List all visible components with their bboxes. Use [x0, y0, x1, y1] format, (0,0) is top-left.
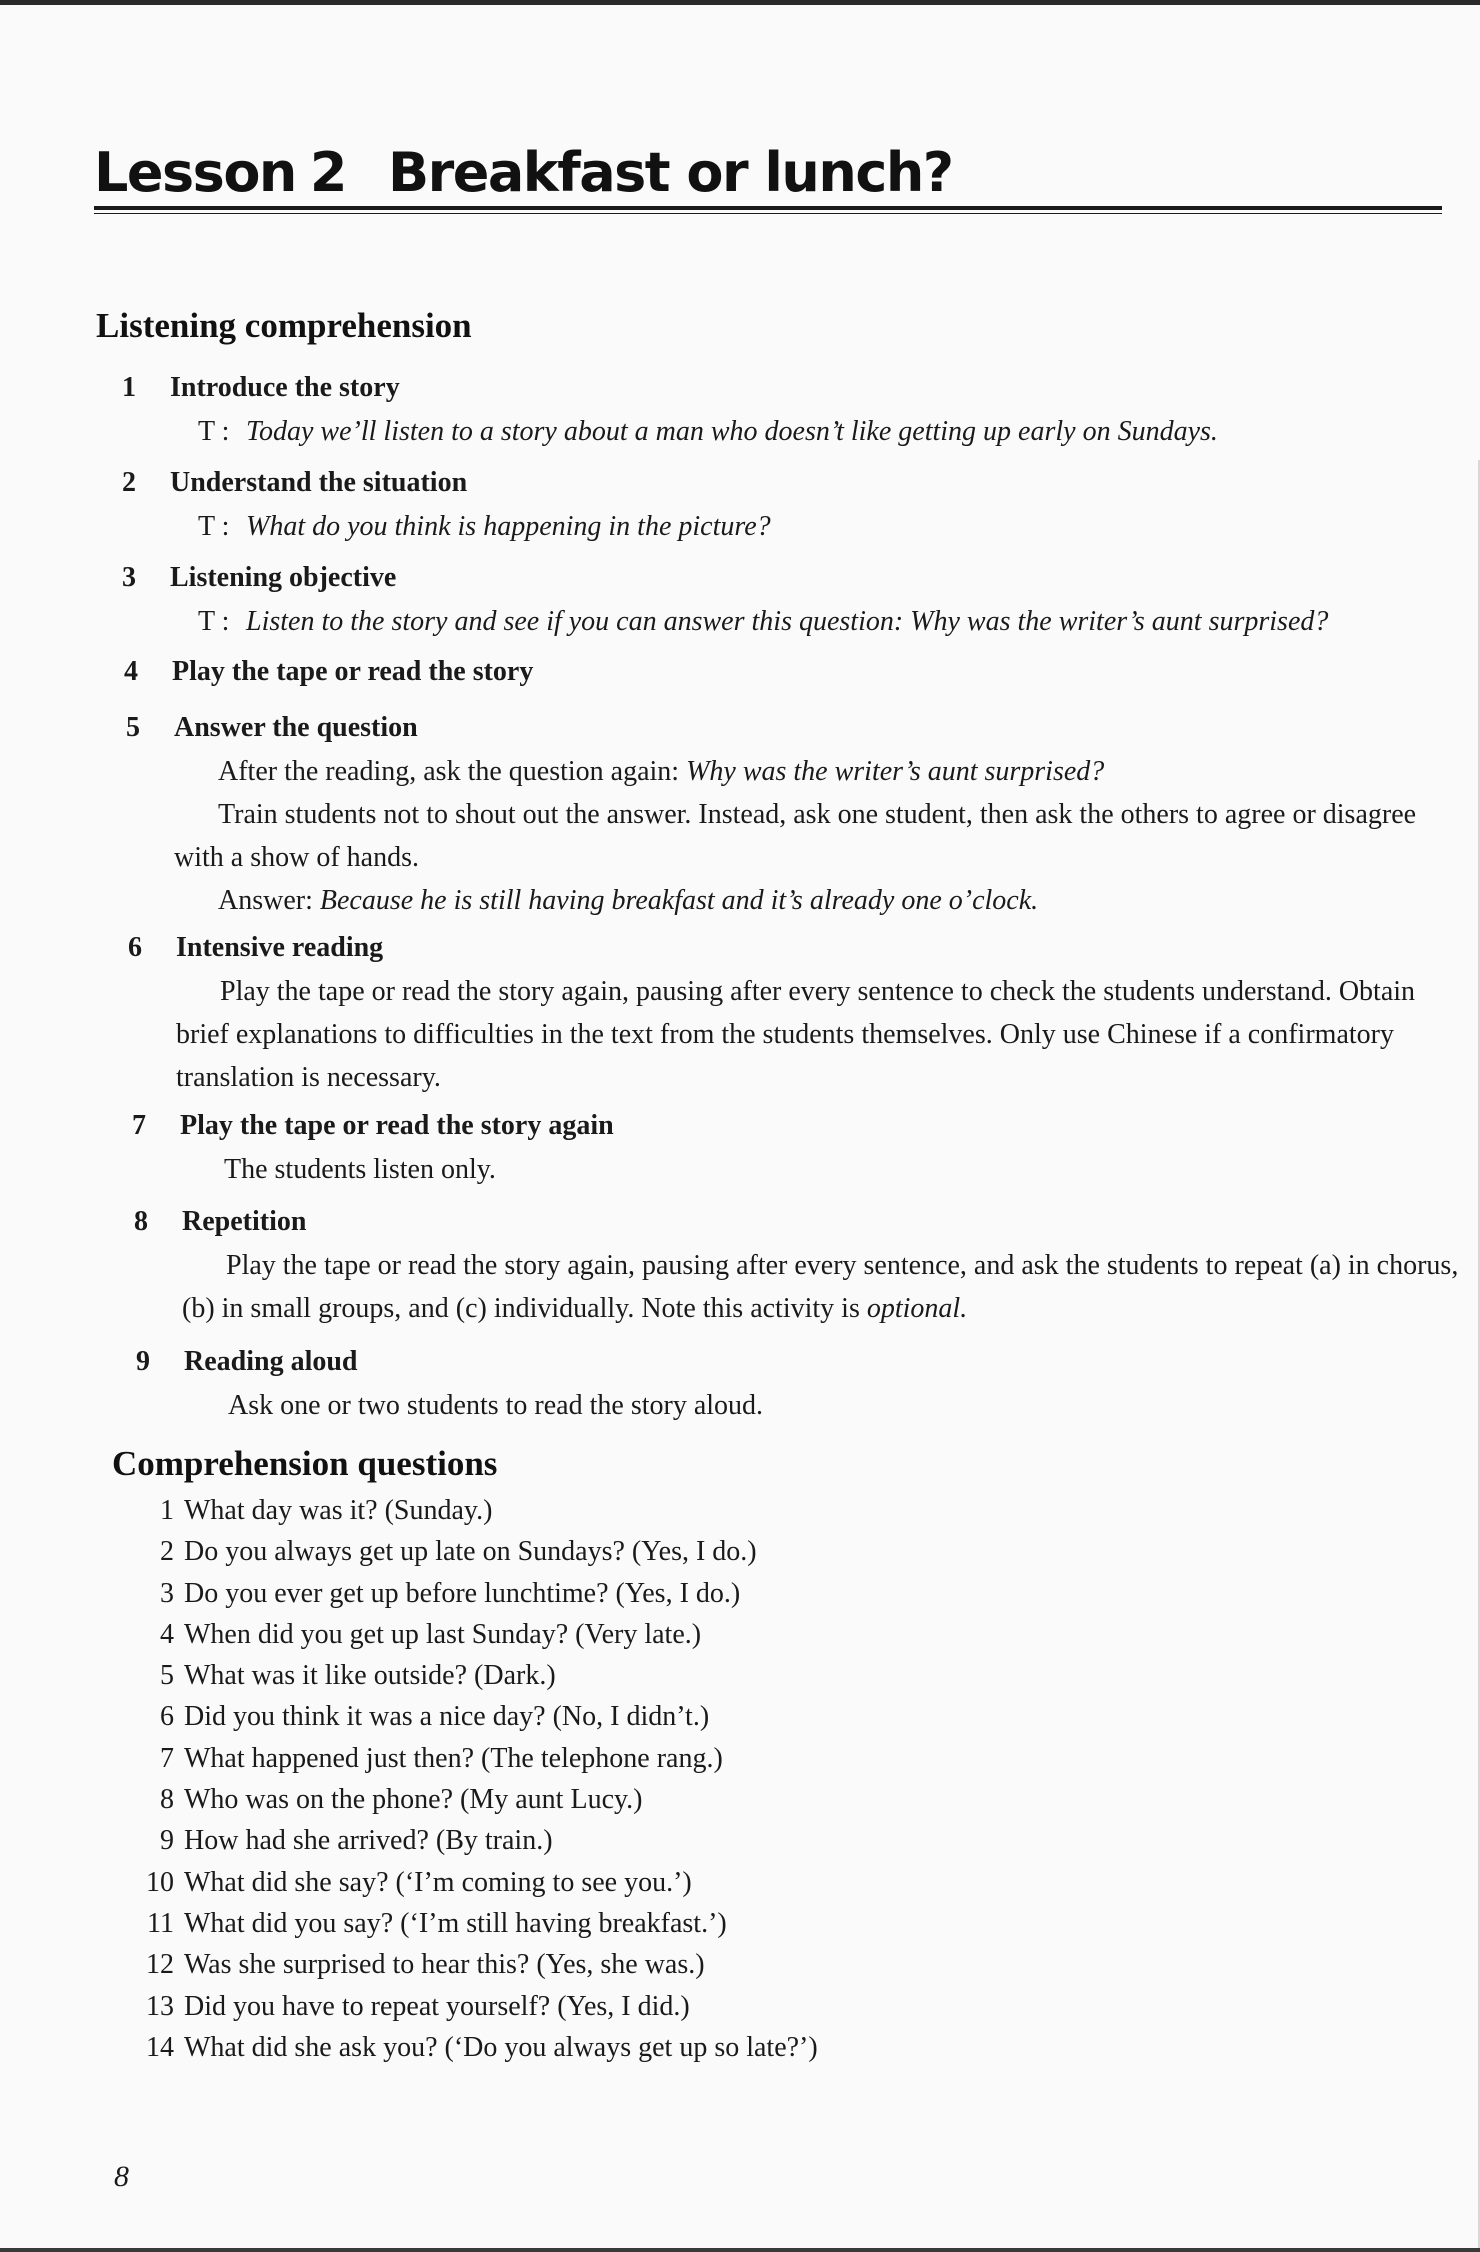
question-number: 13 [146, 1990, 174, 2022]
question-number: 10 [146, 1866, 174, 1898]
question-text: What day was it? (Sunday.) [184, 1495, 493, 1526]
teacher-marker: T : [198, 416, 230, 447]
question-text: Did you think it was a nice day? (No, I didn’t.) [184, 1701, 710, 1733]
step-text: Play the tape or read the story again, pausing after every sentence, and ask the students to repeat (a) in chorus, (b) in small groups, and (c) individually. Note this activity is [182, 1250, 1459, 1324]
step-answer-question [126, 706, 1454, 922]
step-number: 4 [124, 656, 138, 687]
step-number: 6 [128, 932, 142, 963]
lesson-number: 2 [309, 141, 346, 204]
step-intensive-reading [128, 926, 1458, 1099]
teacher-line [122, 410, 1422, 453]
question-text: Was she surprised to hear this? (Yes, she was.) [184, 1949, 705, 1981]
question-number: 7 [160, 1742, 174, 1774]
question-item [126, 1944, 1326, 1985]
step-title: Understand the situation [170, 467, 468, 498]
question-item [126, 1862, 1326, 1903]
question-text: Who was on the phone? (My aunt Lucy.) [184, 1784, 643, 1816]
step-heading [122, 556, 1462, 600]
step-play-again [132, 1104, 1432, 1191]
answer-text: Because he is still having breakfast and it’s already one o’clock. [319, 885, 1039, 916]
step-emphasis: optional. [866, 1293, 968, 1324]
step-paragraph [134, 1244, 1464, 1330]
question-number: 2 [160, 1536, 174, 1568]
step-text: Train students not to shout out the answer. Instead, ask one student, then ask the others to agree or disagree with a show of hands. [174, 799, 1417, 873]
question-number: 12 [146, 1949, 174, 1981]
teacher-marker: T : [198, 606, 230, 637]
step-number: 7 [132, 1110, 146, 1141]
step-introduce-story [122, 366, 1422, 453]
step-title: Reading aloud [184, 1346, 358, 1377]
step-number: 2 [122, 467, 136, 498]
step-title: Intensive reading [176, 932, 384, 963]
question-text: What happened just then? (The telephone rang.) [184, 1742, 723, 1774]
question-item [126, 1531, 1326, 1572]
step-paragraph [126, 750, 1454, 793]
step-number: 3 [122, 562, 136, 593]
step-reading-aloud [136, 1340, 1436, 1427]
question-text: What was it like outside? (Dark.) [184, 1660, 556, 1692]
teacher-quote: Today we’ll listen to a story about a man who doesn’t like getting up early on Sundays. [246, 416, 1218, 447]
teacher-line [122, 600, 1462, 643]
title-rule-thick [94, 206, 1442, 210]
question-list [126, 1490, 1326, 2068]
step-heading [134, 1200, 1464, 1244]
step-number: 1 [122, 372, 136, 403]
step-question: Why was the writer’s aunt surprised? [686, 756, 1105, 787]
question-number: 8 [160, 1784, 174, 1816]
question-number: 11 [147, 1907, 174, 1939]
step-paragraph [128, 970, 1458, 1099]
question-number: 6 [160, 1701, 174, 1733]
step-heading [128, 926, 1458, 970]
question-item [126, 1614, 1326, 1655]
lesson-header [94, 142, 1442, 214]
teacher-quote: Listen to the story and see if you can answer this question: Why was the writer’s aunt surprised? [246, 606, 1329, 637]
question-number: 1 [160, 1495, 174, 1526]
bottom-border [0, 2248, 1480, 2252]
question-text: Do you always get up late on Sundays? (Yes, I do.) [184, 1536, 757, 1568]
teacher-marker: T : [198, 511, 230, 542]
question-text: Do you ever get up before lunchtime? (Yes, I do.) [184, 1577, 741, 1609]
step-title: Repetition [182, 1206, 307, 1237]
question-item [126, 2027, 1326, 2068]
question-item [126, 1696, 1326, 1737]
step-heading [126, 706, 1454, 750]
question-item [126, 1986, 1326, 2027]
question-text: What did she say? (‘I’m coming to see you.’) [184, 1866, 692, 1898]
step-title: Play the tape or read the story again [180, 1110, 614, 1141]
teacher-line [122, 505, 1422, 548]
page-number: 8 [114, 2160, 129, 2193]
step-title: Answer the question [174, 712, 418, 743]
question-number: 9 [160, 1825, 174, 1857]
step-paragraph [126, 793, 1454, 879]
step-text: After the reading, ask the question again: [218, 756, 687, 787]
top-border [0, 0, 1480, 5]
step-number: 5 [126, 712, 140, 743]
question-item [126, 1820, 1326, 1861]
question-item [126, 1779, 1326, 1820]
step-title: Introduce the story [170, 372, 400, 403]
page-title [94, 142, 1442, 204]
question-text: What did you say? (‘I’m still having breakfast.’) [184, 1907, 727, 1939]
step-heading [124, 650, 1424, 694]
question-text: How had she arrived? (By train.) [184, 1825, 553, 1857]
answer-line [126, 879, 1454, 922]
question-item [126, 1490, 1326, 1531]
answer-label: Answer: [218, 885, 320, 916]
step-heading [132, 1104, 1432, 1148]
listening-heading: Listening comprehension [96, 306, 472, 345]
teacher-quote: What do you think is happening in the picture? [246, 511, 771, 542]
question-text: When did you get up last Sunday? (Very late.) [184, 1618, 702, 1650]
step-understand-situation [122, 461, 1422, 548]
step-heading [122, 461, 1422, 505]
step-listening-objective [122, 556, 1462, 643]
step-heading [136, 1340, 1436, 1384]
step-paragraph [132, 1148, 1432, 1191]
lesson-name: Breakfast or lunch? [387, 141, 953, 204]
question-number: 3 [160, 1577, 174, 1609]
question-number: 14 [146, 2031, 174, 2063]
question-item [126, 1655, 1326, 1696]
comprehension-heading: Comprehension questions [112, 1444, 498, 1483]
step-number: 9 [136, 1346, 150, 1377]
step-number: 8 [134, 1206, 148, 1237]
question-item [126, 1573, 1326, 1614]
step-heading [122, 366, 1422, 410]
question-item [126, 1903, 1326, 1944]
question-item [126, 1738, 1326, 1779]
step-repetition [134, 1200, 1464, 1330]
question-text: Did you have to repeat yourself? (Yes, I did.) [184, 1990, 690, 2022]
question-number: 4 [160, 1618, 174, 1650]
step-title: Play the tape or read the story [172, 656, 534, 687]
step-title: Listening objective [170, 562, 397, 593]
question-text: What did she ask you? (‘Do you always get up so late?’) [184, 2031, 818, 2063]
step-play-tape [124, 650, 1424, 694]
step-text: Play the tape or read the story again, pausing after every sentence to check the students understand. Obtain brief explanations to difficulties in the text from the students themselves. Only use Chinese if a confirmatory translation is necessary. [176, 976, 1416, 1093]
question-number: 5 [160, 1660, 174, 1692]
step-text: Ask one or two students to read the story aloud. [228, 1390, 764, 1421]
step-text: The students listen only. [224, 1154, 496, 1185]
title-rule-thin [94, 213, 1442, 214]
lesson-label: Lesson [94, 141, 296, 204]
step-paragraph [136, 1384, 1436, 1427]
